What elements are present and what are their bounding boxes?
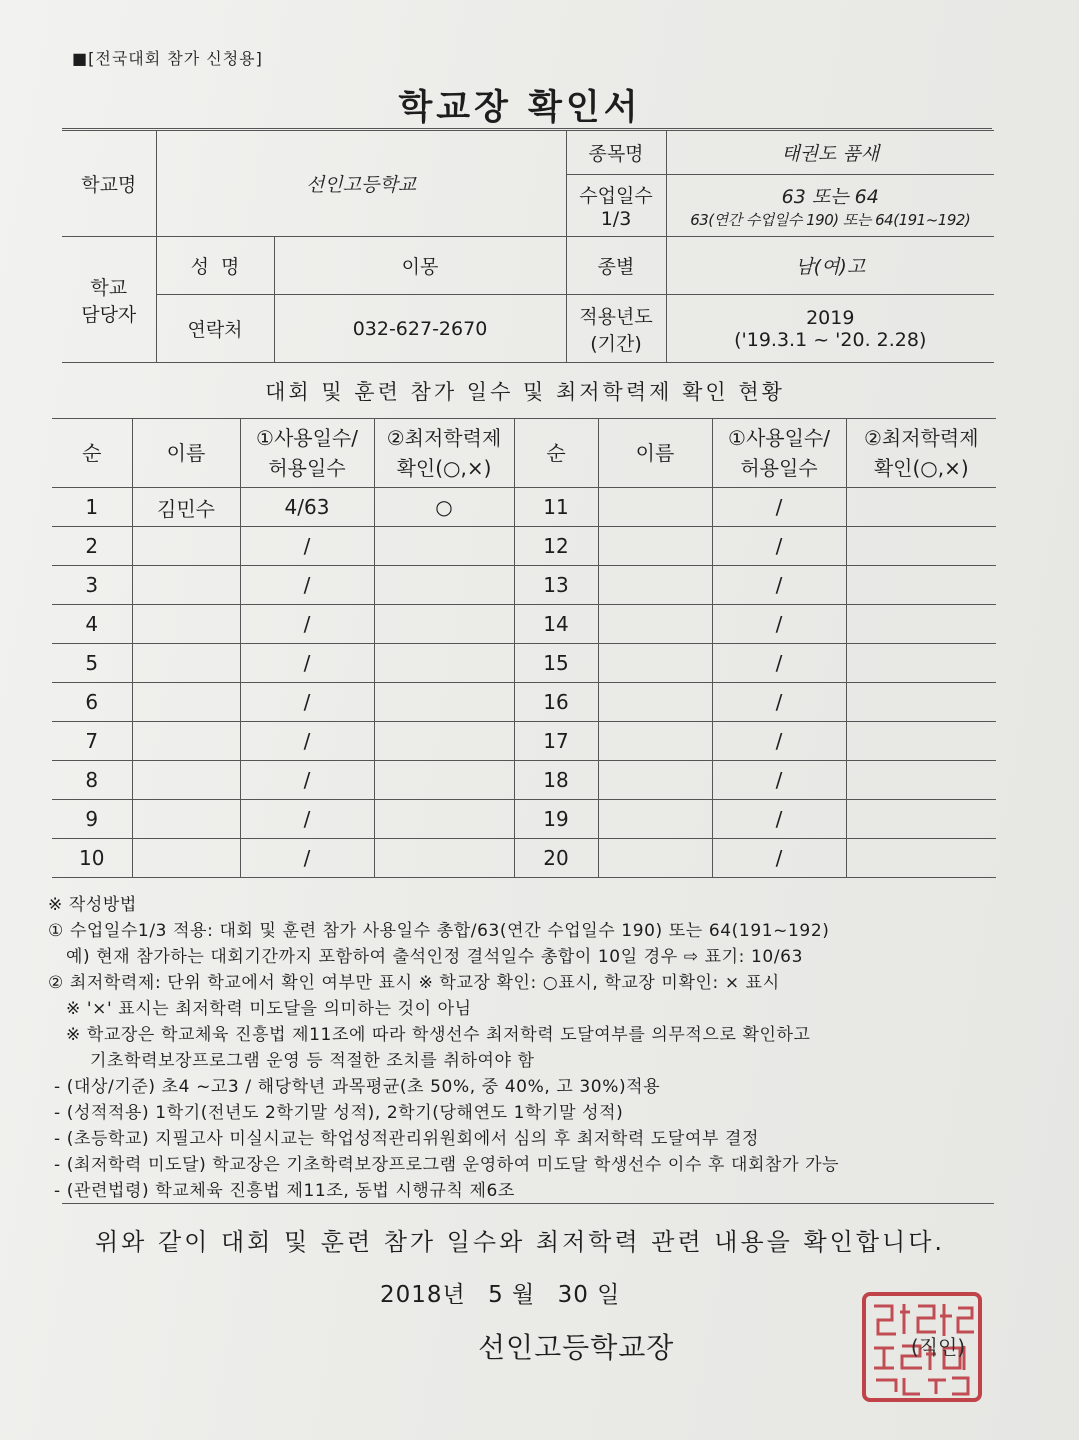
row-check-right (846, 683, 996, 722)
principal-title: 선인고등학교장 (478, 1331, 675, 1364)
row-days-left: / (240, 761, 374, 800)
year-value-main: 2019 (806, 306, 855, 329)
table-row (52, 488, 996, 527)
header-check-line1: ②최저학력제 (386, 426, 502, 450)
row-name-right (598, 488, 712, 527)
header-days-line1: ①사용일수/ (728, 426, 830, 450)
instruction-line: 예) 현재 참가하는 대회기간까지 포함하여 출석인정 결석일수 총합이 10일 경우 ⇨ 표기: 10/63 (48, 947, 804, 967)
row-check-right (846, 605, 996, 644)
row-days-left: / (240, 722, 374, 761)
row-days-right: / (712, 566, 846, 605)
row-num-right: 13 (514, 566, 598, 605)
instruction-line: - (관련법령) 학교체육 진흥법 제11조, 동법 시행규칙 제6조 (48, 1181, 515, 1201)
row-name-right (598, 605, 712, 644)
year-period: ('19.3.1 ~ '20. 2.28) (734, 328, 927, 351)
status-title: 대회 및 훈련 참가 일수 및 최저학력제 확인 현황 (265, 380, 785, 404)
row-name-left (132, 644, 240, 683)
row-days-left: / (240, 683, 374, 722)
row-num-left: 9 (52, 800, 132, 839)
instruction-line: - (대상/기준) 초4 ~고3 / 해당학년 과목평균(초 50%, 중 40%, 고 30%)적용 (48, 1077, 661, 1097)
participation-table (52, 418, 996, 878)
table-row (52, 683, 996, 722)
row-num-right: 11 (514, 488, 598, 527)
instruction-line: ① 수업일수1/3 적용: 대회 및 훈련 참가 사용일수 총합/63(연간 수업일수 190) 또는 64(191~192) (48, 921, 830, 941)
row-num-right: 17 (514, 722, 598, 761)
instruction-line: ※ '×' 표시는 최저학력 미도달을 의미하는 것이 아님 (48, 999, 472, 1019)
row-name-right (598, 722, 712, 761)
date-day: 30 일 (557, 1282, 621, 1308)
row-check-right (846, 488, 996, 527)
header-days-line2: 허용일수 (268, 456, 346, 480)
row-num-right: 16 (514, 683, 598, 722)
row-name-left (132, 839, 240, 878)
contact-label-line2: 담당자 (81, 303, 137, 326)
document-title: 학교장 확인서 (398, 88, 642, 128)
school-days-label (566, 175, 666, 237)
row-num-left: 6 (52, 683, 132, 722)
row-name-right (598, 644, 712, 683)
header-num-right: 순 (514, 419, 598, 488)
school-name-value: 선인고등학교 (156, 131, 566, 237)
row-days-left: 4/63 (240, 488, 374, 527)
row-days-right: / (712, 527, 846, 566)
school-days-label-line2: 1/3 (600, 208, 632, 230)
row-check-left (374, 566, 514, 605)
row-name-left (132, 722, 240, 761)
row-name-left (132, 800, 240, 839)
row-num-left: 8 (52, 761, 132, 800)
row-num-left: 4 (52, 605, 132, 644)
year-label-line1: 적용년도 (579, 305, 653, 328)
header-name-left: 이름 (132, 419, 240, 488)
instruction-line: - (최저학력 미도달) 학교장은 기초학력보장프로그램 운영하여 미도달 학생선수 이수 후 대회참가 가능 (48, 1155, 840, 1175)
contact-label-line1: 학교 (90, 276, 128, 299)
row-check-left (374, 683, 514, 722)
confirmation-statement: 위와 같이 대회 및 훈련 참가 일수와 최저학력 관련 내용을 확인합니다. (94, 1228, 946, 1256)
row-check-right (846, 761, 996, 800)
school-days-main: 63 또는 64 (781, 185, 879, 208)
row-num-left: 5 (52, 644, 132, 683)
official-seal-icon (860, 1290, 984, 1404)
row-days-right: / (712, 644, 846, 683)
header-check-line2: 확인(○,×) (396, 456, 492, 480)
row-num-left: 7 (52, 722, 132, 761)
phone-label: 연락처 (156, 295, 274, 363)
row-name-right (598, 566, 712, 605)
school-name-label: 학교명 (62, 131, 156, 237)
row-check-left (374, 644, 514, 683)
row-name-right (598, 527, 712, 566)
instruction-line: - (초등학교) 지필고사 미실시교는 학업성적관리위원회에서 심의 후 최저학력 도달여부 결정 (48, 1129, 760, 1149)
row-days-left: / (240, 527, 374, 566)
table-body (52, 488, 996, 878)
instruction-line: - (성적적용) 1학기(전년도 2학기말 성적), 2학기(당해연도 1학기말 성적) (48, 1103, 624, 1123)
school-days-detail: 63(연간 수업일수 190) 또는 64(191~192) (690, 210, 971, 229)
row-name-left (132, 527, 240, 566)
gender-label: 종별 (566, 237, 666, 295)
row-check-left (374, 761, 514, 800)
row-days-right: / (712, 839, 846, 878)
row-days-right: / (712, 683, 846, 722)
row-check-right (846, 839, 996, 878)
row-name-left (132, 566, 240, 605)
header-days-left (240, 419, 374, 488)
row-days-left: / (240, 566, 374, 605)
row-check-right (846, 800, 996, 839)
row-name-right (598, 800, 712, 839)
row-days-left: / (240, 644, 374, 683)
phone-value: 032-627-2670 (274, 295, 566, 363)
row-check-left (374, 722, 514, 761)
year-value (666, 295, 994, 363)
row-name-left (132, 761, 240, 800)
row-days-right: / (712, 605, 846, 644)
row-days-right: / (712, 761, 846, 800)
school-info-table (62, 130, 994, 363)
header-num-left: 순 (52, 419, 132, 488)
year-label-line2: (기간) (590, 332, 642, 355)
row-days-left: / (240, 605, 374, 644)
row-num-right: 19 (514, 800, 598, 839)
row-check-left (374, 839, 514, 878)
bottom-rule (62, 1203, 994, 1204)
row-num-left: 3 (52, 566, 132, 605)
header-check-line2: 확인(○,×) (873, 456, 969, 480)
date-year: 2018년 (380, 1282, 466, 1308)
table-row (52, 527, 996, 566)
row-num-right: 18 (514, 761, 598, 800)
row-check-left (374, 800, 514, 839)
row-name-left (132, 683, 240, 722)
instructions-lines (48, 918, 1008, 1204)
header-check-left (374, 419, 514, 488)
header-days-line1: ①사용일수/ (256, 426, 358, 450)
header-check-line1: ②최저학력제 (863, 426, 979, 450)
instructions-heading: ※ 작성방법 (48, 895, 137, 915)
row-num-left: 2 (52, 527, 132, 566)
row-days-right: / (712, 488, 846, 527)
row-days-right: / (712, 800, 846, 839)
row-check-right (846, 644, 996, 683)
row-num-left: 1 (52, 488, 132, 527)
row-check-right (846, 566, 996, 605)
seal-text: (직인) (910, 1335, 966, 1359)
instruction-line: ※ 학교장은 학교체육 진흥법 제11조에 따라 학생선수 최저학력 도달여부를 의무적으로 확인하고 (48, 1025, 811, 1045)
row-name-left (132, 605, 240, 644)
row-check-right (846, 722, 996, 761)
row-check-left (374, 527, 514, 566)
instruction-line: 기초학력보장프로그램 운영 등 적절한 조치를 취하여야 함 (48, 1051, 535, 1071)
row-num-right: 14 (514, 605, 598, 644)
instructions (48, 892, 1008, 1204)
row-num-left: 10 (52, 839, 132, 878)
row-check-left: ○ (374, 488, 514, 527)
name-label: 성 명 (156, 237, 274, 295)
row-num-right: 12 (514, 527, 598, 566)
school-days-value (666, 175, 994, 237)
row-name-right (598, 839, 712, 878)
date-month: 5 월 (488, 1282, 536, 1308)
header-check-right (846, 419, 996, 488)
table-row (52, 800, 996, 839)
row-check-right (846, 527, 996, 566)
table-row (52, 605, 996, 644)
issue-date (380, 1276, 634, 1309)
table-row (52, 644, 996, 683)
year-label (566, 295, 666, 363)
header-days-line2: 허용일수 (740, 456, 818, 480)
instruction-line: ② 최저학력제: 단위 학교에서 확인 여부만 표시 ※ 학교장 확인: ○표시, 학교장 미확인: × 표시 (48, 973, 780, 993)
name-value: 이몽 (274, 237, 566, 295)
gender-value: 남(여)고 (666, 237, 994, 295)
table-row (52, 722, 996, 761)
table-row (52, 761, 996, 800)
row-check-left (374, 605, 514, 644)
table-row (52, 566, 996, 605)
sport-label: 종목명 (566, 131, 666, 175)
header-name-right: 이름 (598, 419, 712, 488)
top-rule (62, 128, 992, 129)
table-row (52, 839, 996, 878)
school-days-label-line1: 수업일수 (579, 185, 653, 207)
row-name-left: 김민수 (132, 488, 240, 527)
row-days-right: / (712, 722, 846, 761)
table-header-row (52, 419, 996, 488)
row-name-right (598, 683, 712, 722)
row-days-left: / (240, 800, 374, 839)
row-num-right: 20 (514, 839, 598, 878)
sport-value: 태권도 품새 (666, 131, 994, 175)
row-days-left: / (240, 839, 374, 878)
contact-label (62, 237, 156, 363)
header-days-right (712, 419, 846, 488)
row-name-right (598, 761, 712, 800)
row-num-right: 15 (514, 644, 598, 683)
form-tag: ■[전국대회 참가 신청용] (72, 49, 263, 68)
